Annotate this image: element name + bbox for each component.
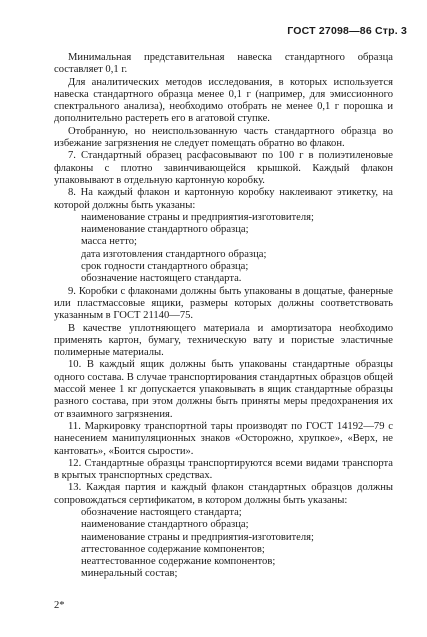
list-item: дата изготовления стандартного образца; <box>81 248 267 260</box>
paragraph: Для аналитических методов исследования, в которых используется навеска стандартного образца менее 0,1 г (например, для эмиссионного спектрального анализа), необходимо отобрать не менее 0,1 г порошка и дополнительно растереть его в агатовой ступке. <box>54 76 393 125</box>
paragraph: В качестве уплотняющего материала и амортизатора необходимо применять картон, бумагу, техническую вату и пористые эластичные полимерные материалы. <box>54 322 393 359</box>
paragraph: 10. В каждый ящик должны быть упакованы стандартные образцы одного состава. В случае транспортирования стандартных образцов общей массой менее 1 кг допускается упаковывать в ящик стандартные образцы разного состава, при этом должны быть приняты меры предохранения их от взаимного загрязнения. <box>54 359 393 420</box>
list-item: обозначение настоящего стандарта; <box>81 506 242 518</box>
signature-mark: 2* <box>54 600 65 611</box>
paragraph: Минимальная представительная навеска стандартного образца составляет 0,1 г. <box>54 52 393 76</box>
list-item: обозначение настоящего стандарта. <box>81 273 242 285</box>
list-item: масса нетто; <box>81 236 137 248</box>
list-item: аттестованное содержание компонентов; <box>81 543 265 555</box>
list-item: минеральный состав; <box>81 568 178 580</box>
paragraph: 7. Стандартный образец расфасовывают по 100 г в полиэтиленовые флаконы с плотно завинчивающейся крышкой. Каждый флакон упаковывают в отдельную картонную коробку. <box>54 150 393 186</box>
list-item: срок годности стандартного образца; <box>81 261 249 273</box>
list-item: наименование страны и предприятия-изготовителя; <box>81 531 314 543</box>
list-item: наименование страны и предприятия-изготовителя; <box>81 211 314 223</box>
list-item: наименование стандартного образца; <box>81 519 249 531</box>
list-item: неаттестованное содержание компонентов; <box>81 556 276 568</box>
paragraph: 9. Коробки с флаконами должны быть упакованы в дощатые, фанерные или пластмассовые ящики, размеры которых должны соответствовать указанным в ГОСТ 21140—75. <box>54 285 393 322</box>
page-header: ГОСТ 27098—86 Стр. 3 <box>287 25 407 37</box>
paragraph: 8. На каждый флакон и картонную коробку наклеивают этикетку, на которой должны быть указаны: <box>54 187 393 211</box>
paragraph: 11. Маркировку транспортной тары производят по ГОСТ 14192—79 с нанесением манипуляционных знаков «Осторожно, хрупкое», «Верх, не кантовать», «Боится сырости». <box>54 420 393 457</box>
list-item: наименование стандартного образца; <box>81 224 249 236</box>
paragraph: Отобранную, но неиспользованную часть стандартного образца во избежание загрязнения не следует помещать обратно во флакон. <box>54 125 393 150</box>
page-body <box>54 52 393 581</box>
paragraph: 12. Стандартные образцы транспортируются всеми видами транспорта в крытых транспортных средствах. <box>54 457 393 482</box>
paragraph: 13. Каждая партия и каждый флакон стандартных образцов должны сопровождаться сертификатом, в котором должны быть указаны: <box>54 482 393 506</box>
